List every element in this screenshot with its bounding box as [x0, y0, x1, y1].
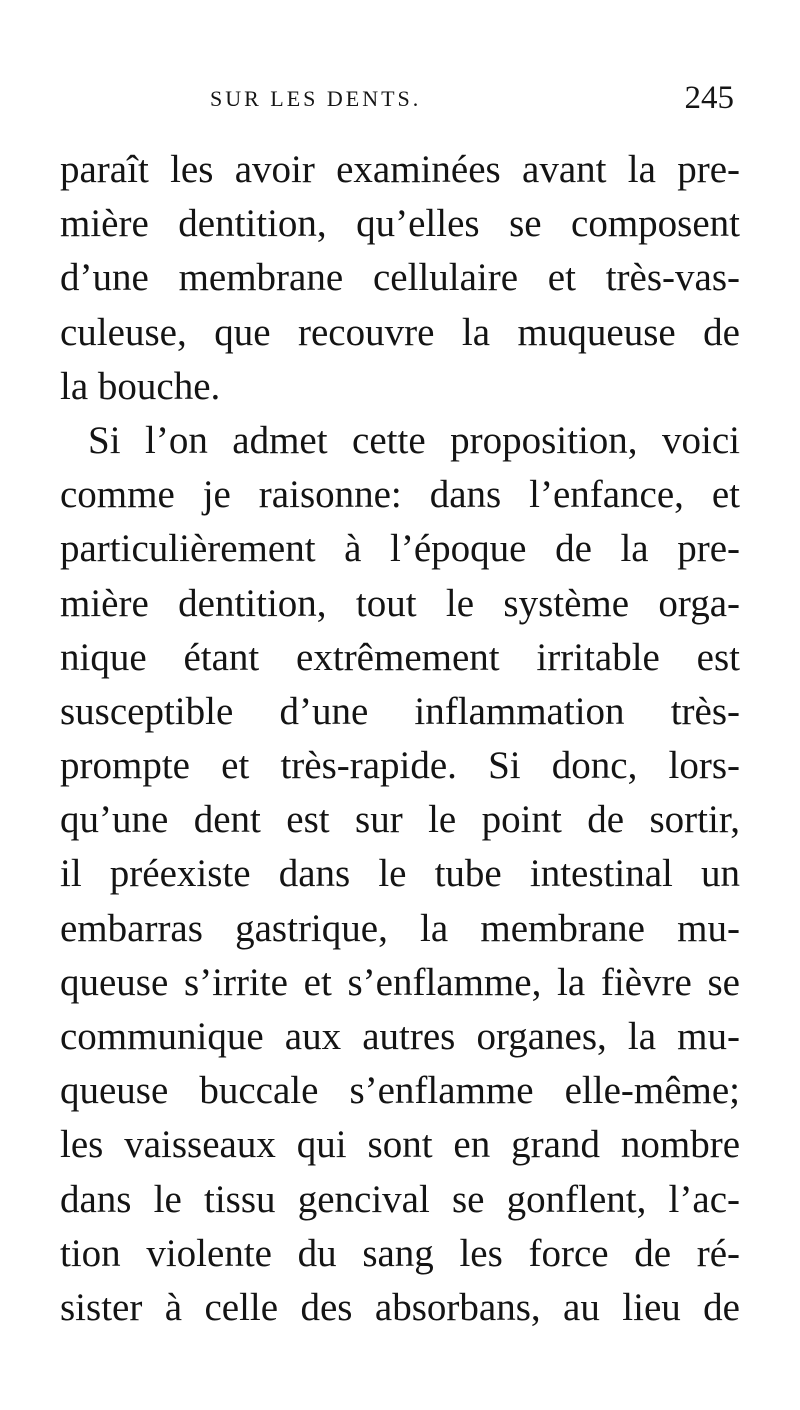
page-number: 245: [684, 80, 734, 116]
text-line: d’une membrane cellulaire et très-vas-: [60, 256, 740, 300]
text-line: sister à celle des absorbans, au lieu de: [60, 1285, 740, 1329]
text-line: communique aux autres organes, la mu-: [60, 1015, 740, 1058]
text-line: embarras gastrique, la membrane mu-: [60, 906, 740, 950]
text-line: queuse s’irrite et s’enflamme, la fièvre se: [60, 960, 740, 1004]
text-line: nique étant extrêmement irritable est: [60, 635, 740, 679]
text-line: queuse buccale s’enflamme elle-même;: [60, 1069, 740, 1113]
text-line: prompte et très-rapide. Si donc, lors-: [60, 744, 740, 788]
text-line: les vaisseaux qui sont en grand nombre: [60, 1123, 740, 1167]
text-line: il préexiste dans le tube intestinal un: [60, 852, 740, 896]
text-line: dans le tissu gencival se gonflent, l’ac-: [60, 1177, 740, 1221]
text-line: susceptible d’une inflammation très-: [60, 689, 740, 733]
text-line: la bouche.: [60, 364, 221, 408]
page-header: [60, 80, 740, 126]
text-line: paraît les avoir examinées avant la pre-: [60, 148, 740, 191]
body-text: [60, 143, 740, 1335]
text-line: mière dentition, qu’elles se composent: [60, 202, 740, 246]
text-line: culeuse, que recouvre la muqueuse de: [60, 310, 740, 354]
text-line: comme je raisonne: dans l’enfance, et: [60, 473, 740, 517]
text-line: tion violente du sang les force de ré-: [60, 1231, 740, 1275]
text-line: mière dentition, tout le système orga-: [60, 581, 740, 625]
running-head: SUR LES DENTS.: [210, 86, 422, 111]
text-line: qu’une dent est sur le point de sortir,: [60, 798, 740, 842]
text-line: particulièrement à l’époque de la pre-: [60, 527, 740, 571]
paragraph-first-line: Si l’on admet cette proposition, voici: [88, 418, 740, 462]
